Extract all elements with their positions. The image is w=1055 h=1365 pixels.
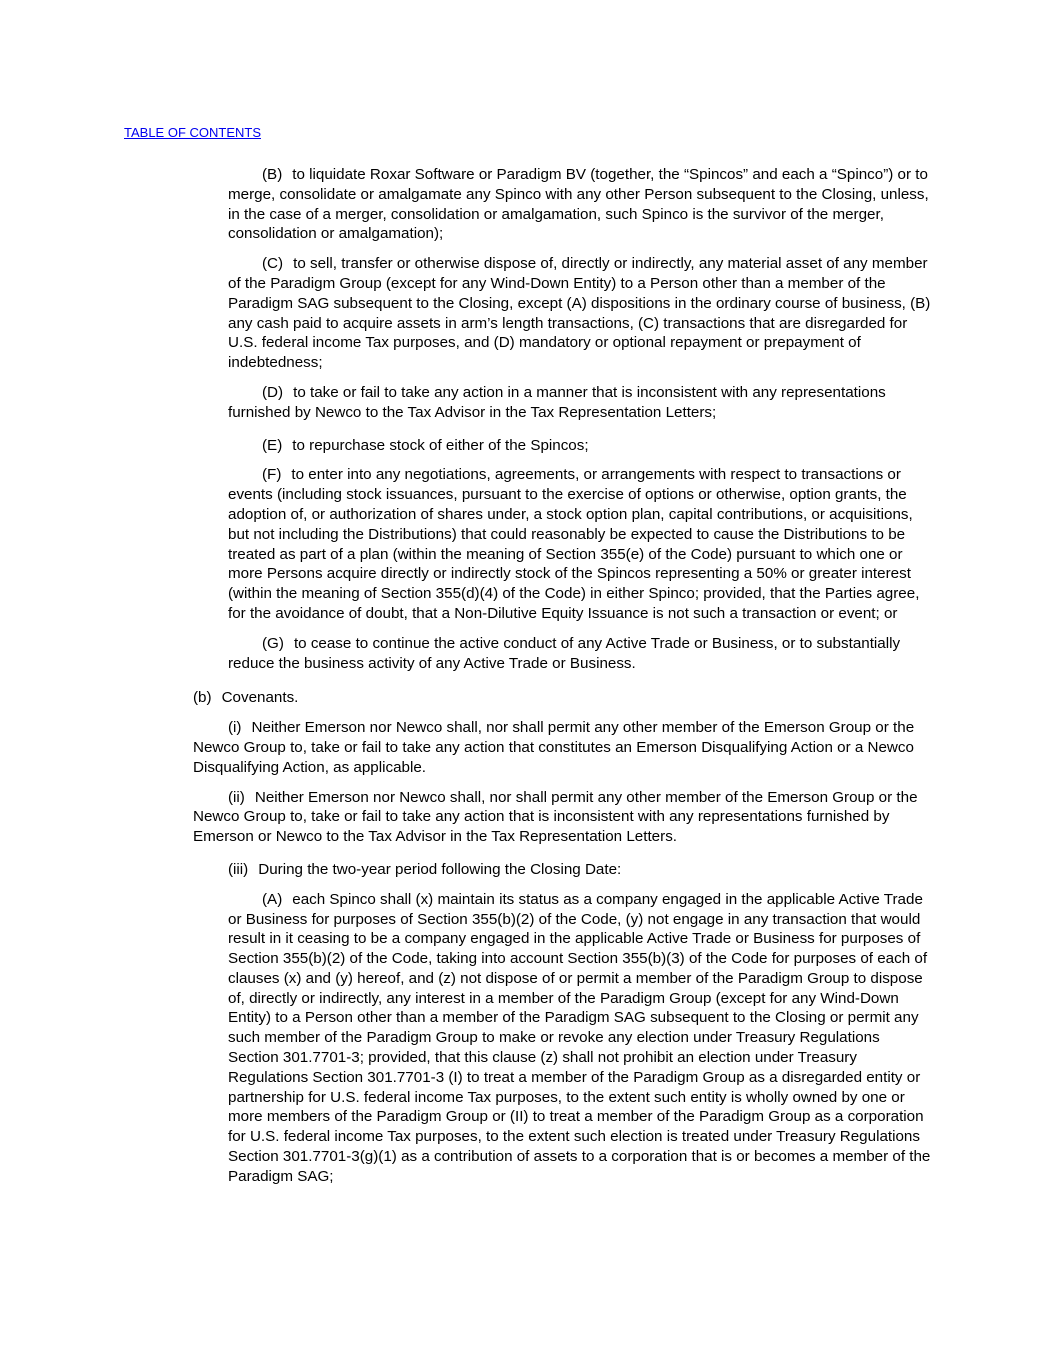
clause-marker: (E) <box>262 436 283 454</box>
clause-marker: (ii) <box>228 788 245 806</box>
clause-d-paragraph <box>228 383 934 423</box>
clause-a-paragraph <box>228 890 934 1187</box>
clause-marker: (F) <box>262 466 282 484</box>
document-body <box>0 165 1055 1187</box>
clause-text: to take or fail to take any action in a manner that is inconsistent with any representations furnished by Newco to the Tax Advisor in the Tax Representation Letters; <box>228 383 886 421</box>
clause-text: to enter into any negotiations, agreements, or arrangements with respect to transactions or events (including stock issuances, pursuant to the exercise of options or otherwise, option grants, the adoption of, or authorization of shares under, a stock option plan, capital contributions, or acquisitions, but not including the Distributions) that could reasonably be expected to cause the Distributions to be treated as part of a plan (within the meaning of Section 355(e) of the Code) pursuant to which one or more Persons acquire directly or indirectly stock of the Spincos representing a 50% or greater interest (within the meaning of Section 355(d)(4) of the Code) in either Spinco; provided, that the Parties agree, for the avoidance of doubt, that a Non-Dilutive Equity Issuance is not such a transaction or event; or <box>228 466 920 622</box>
clause-e-paragraph <box>228 436 934 456</box>
clause-marker: (G) <box>262 634 284 652</box>
clause-marker: (B) <box>262 166 283 183</box>
clause-text: to repurchase stock of either of the Spincos; <box>292 436 589 454</box>
section-marker: (b) <box>193 689 212 707</box>
clause-text: each Spinco shall (x) maintain its status as a company engaged in the applicable Active Trade or Business for purposes of Section 355(b)(2) of the Code, (y) not engage in any transaction that would result in it ceasing to be a company engaged in the applicable Active Trade or Business for purposes of Section 355(b)(2) of the Code, taking into account Section 355(b)(3) of the Code for purposes of each of clauses (x) and (y) hereof, and (z) not dispose of or permit a member of the Paradigm Group to dispose of, directly or indirectly, any interest in a member of the Paradigm Group (except for any Wind-Down Entity) to a Person other than a member of the Paradigm SAG subsequent to the Closing or permit any such member of the Paradigm Group to make or revoke any election under Treasury Regulations Section 301.7701-3; provided, that this clause (z) shall not prohibit an election under Treasury Regulations Section 301.7701-3 (I) to treat a member of the Paradigm Group as a disregarded entity or partnership for U.S. federal income Tax purposes, to the extent such entity is wholly owned by one or more members of the Paradigm Group or (II) to treat a member of the Paradigm Group as a corporation for U.S. federal income Tax purposes, to the extent such election is treated under Treasury Regulations Section 301.7701-3(g)(1) as a contribution of assets to a corporation that is or becomes a member of the Paradigm SAG; <box>228 890 931 1185</box>
clause-marker: (D) <box>262 383 284 401</box>
clause-marker: (A) <box>262 890 283 908</box>
clause-marker: (iii) <box>228 860 249 878</box>
clause-text: Neither Emerson nor Newco shall, nor shall permit any other member of the Emerson Group or the Newco Group to, take or fail to take any action that is inconsistent with any representations furnished by Emerson or Newco to the Tax Advisor in the Tax Representation Letters. <box>193 788 918 846</box>
clause-c-paragraph <box>228 254 934 373</box>
clause-b-paragraph <box>228 165 934 244</box>
clause-text: to cease to continue the active conduct of any Active Trade or Business, or to substantially reduce the business activity of any Active Trade or Business. <box>228 634 901 672</box>
table-of-contents-link[interactable]: TABLE OF CONTENTS <box>124 125 261 140</box>
clause-marker: (C) <box>262 255 284 273</box>
clause-marker: (i) <box>228 719 242 737</box>
clause-iii-paragraph <box>193 860 934 880</box>
clause-i-paragraph <box>193 718 934 777</box>
clause-text: to liquidate Roxar Software or Paradigm BV (together, the “Spincos” and each a “Spinco”) or to merge, consolidate or amalgamate any Spinco with any other Person subsequent to the Closing, unless, in the case of a merger, consolidation or amalgamation, such Spinco is the survivor of the merger, consolidation or amalgamation); <box>228 166 929 243</box>
section-b-heading <box>193 688 934 708</box>
clause-text: Neither Emerson nor Newco shall, nor shall permit any other member of the Emerson Group or the Newco Group to, take or fail to take any action that constitutes an Emerson Disqualifying Action or a Newco Disqualifying Action, as applicable. <box>193 719 915 776</box>
clause-ii-paragraph <box>193 788 934 847</box>
clause-text: During the two-year period following the Closing Date: <box>258 860 622 878</box>
clause-text: to sell, transfer or otherwise dispose of, directly or indirectly, any material asset of any member of the Paradigm Group (except for any Wind-Down Entity) to a Person other than a member of the Paradigm SAG subsequent to the Closing, except (A) dispositions in the ordinary course of business, (B) any cash paid to acquire assets in arm’s length transactions, (C) transactions that are disregarded for U.S. federal income Tax purposes, and (D) mandatory or optional repayment or prepayment of indebtedness; <box>228 255 931 372</box>
clause-g-paragraph <box>228 634 934 674</box>
clause-f-paragraph <box>228 465 934 623</box>
section-title: Covenants. <box>221 689 299 707</box>
